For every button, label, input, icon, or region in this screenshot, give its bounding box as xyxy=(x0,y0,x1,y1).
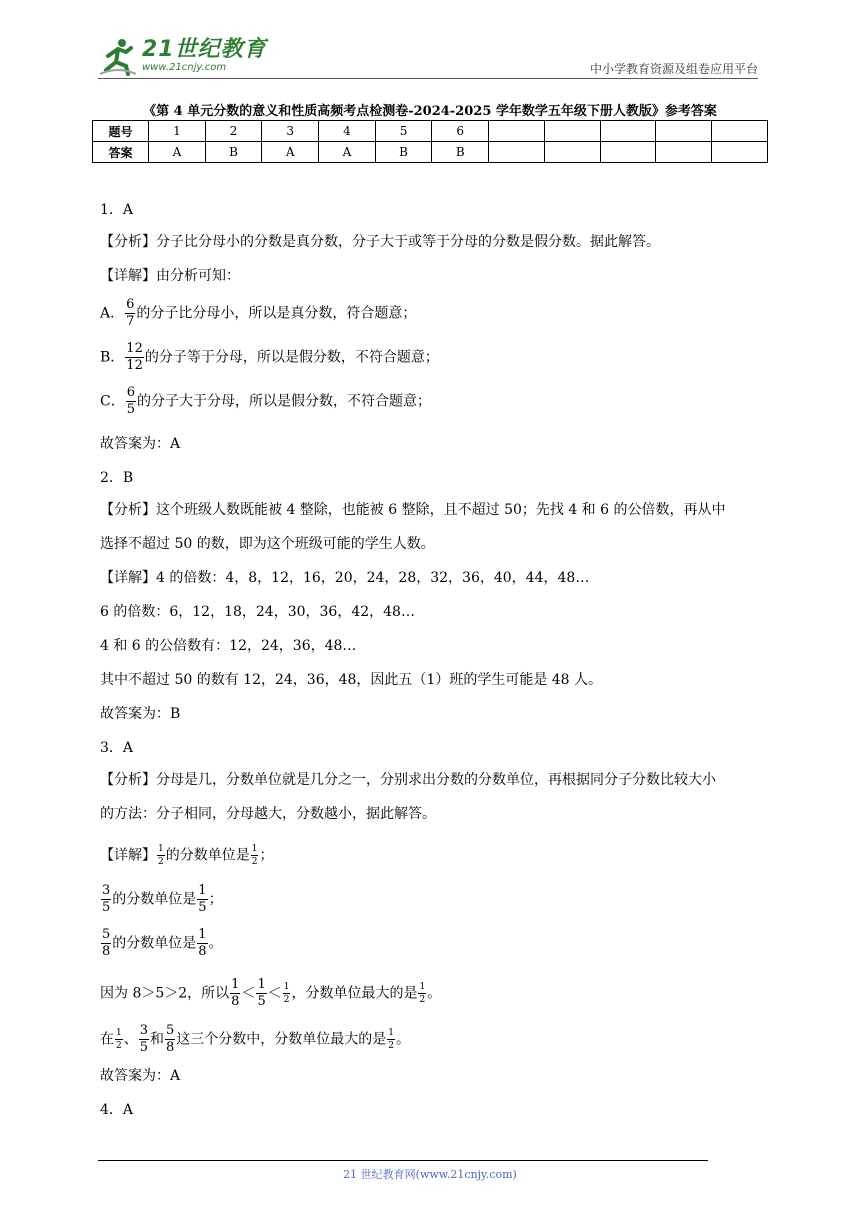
fraction: $\frac{3}{5}$ xyxy=(102,883,111,915)
table-cell xyxy=(544,142,600,163)
table-cell xyxy=(544,121,600,142)
q1-answer: 故答案为：A xyxy=(100,436,181,452)
option-text: 的分子大于分母，所以是假分数，不符合题意； xyxy=(137,393,431,410)
fraction: $\frac{5}{8}$ xyxy=(166,1023,175,1055)
table-cell: B xyxy=(375,142,432,163)
q3-analysis-1: 【分析】分母是几，分数单位就是几分之一，分别求出分数的分数单位，再根据同分子分数比较大小 xyxy=(100,772,716,788)
table-header-answer: 答案 xyxy=(93,142,149,163)
footer-divider xyxy=(98,1160,708,1161)
option-label: C． xyxy=(100,393,125,410)
answer-table xyxy=(92,120,768,163)
q2-analysis-2: 选择不超过 50 的数，即为这个班级可能的学生人数。 xyxy=(100,536,435,552)
table-cell: A xyxy=(319,142,376,163)
fraction: $\frac{6}{7}$ xyxy=(126,297,135,329)
q2-detail-2: 6 的倍数：6，12，18，24，30，36，42，48… xyxy=(100,604,415,620)
table-cell xyxy=(600,142,656,163)
q3-analysis-2: 的方法：分子相同，分母越大，分数越小，据此解答。 xyxy=(100,806,436,822)
q3-heading: 3．A xyxy=(100,740,134,756)
fraction: $\frac{1}{2}$ xyxy=(251,844,258,867)
page-header xyxy=(98,34,758,84)
table-cell: 4 xyxy=(319,121,376,142)
q3-answer: 故答案为：A xyxy=(100,1068,181,1084)
q2-detail-3: 4 和 6 的公倍数有：12，24，36，48… xyxy=(100,638,357,654)
table-cell xyxy=(489,142,545,163)
q1-option-b xyxy=(100,342,439,373)
table-cell: B xyxy=(205,142,262,163)
q1-option-c xyxy=(100,386,431,417)
q4-heading: 4．A xyxy=(100,1102,134,1118)
fraction: $\frac{1}{2}$ xyxy=(419,982,426,1005)
fraction: $\frac{1}{5}$ xyxy=(198,883,207,915)
option-label: B． xyxy=(100,349,125,366)
fraction: $\frac{1}{5}$ xyxy=(257,977,266,1009)
table-cell: 5 xyxy=(375,121,432,142)
fraction: $\frac{6}{5}$ xyxy=(126,385,135,417)
footer-link[interactable]: 21 世纪教育网(www.21cnjy.com) xyxy=(343,1168,517,1181)
table-row-answers xyxy=(93,142,768,163)
table-cell: 3 xyxy=(262,121,319,142)
table-cell: A xyxy=(262,142,319,163)
table-cell: A xyxy=(149,142,206,163)
table-cell: 2 xyxy=(205,121,262,142)
fraction: $\frac{1}{2}$ xyxy=(116,1028,122,1051)
q3-detail-3: $\frac{5}{8}$ 的分数单位是 $\frac{1}{8}$ 。 xyxy=(102,927,223,959)
option-label: A． xyxy=(100,305,125,322)
q1-option-a xyxy=(100,298,416,329)
q3-detail-5: 在 $\frac{1}{2}$ 、 $\frac{3}{5}$ 和 $\frac{5}{8}$ 这三个分数中，分数单位最大的是 $\frac{1}{2}$ 。 xyxy=(100,1023,411,1055)
table-cell xyxy=(656,142,712,163)
q2-answer: 故答案为：B xyxy=(100,706,181,722)
table-cell xyxy=(712,142,768,163)
document-title: 《第 4 单元分数的意义和性质高频考点检测卷-2024-2025 学年数学五年级下册人教版》参考答案 xyxy=(143,104,717,119)
fraction: $\frac{1}{2}$ xyxy=(388,1028,395,1051)
table-cell: 6 xyxy=(432,121,489,142)
fraction: $\frac{1}{8}$ xyxy=(231,977,240,1009)
fraction: $\frac{1}{2}$ xyxy=(283,982,290,1005)
table-cell xyxy=(656,121,712,142)
q3-detail-2: $\frac{3}{5}$ 的分数单位是 $\frac{1}{5}$ ； xyxy=(102,883,223,915)
fraction: $\frac{1}{2}$ xyxy=(158,844,164,867)
q2-analysis-1: 【分析】这个班级人数既能被 4 整除，也能被 6 整除，且不超过 50；先找 4 和 6 的公倍数，再从中 xyxy=(100,502,726,518)
q3-detail-1: 【详解】 $\frac{1}{2}$ 的分数单位是 $\frac{1}{2}$ ； xyxy=(100,844,274,867)
logo-title: 21世纪教育 xyxy=(142,37,267,62)
table-cell xyxy=(712,121,768,142)
logo-url: www.21cnjy.com xyxy=(142,62,227,73)
table-row-numbers xyxy=(93,121,768,142)
runner-logo-icon xyxy=(98,36,138,76)
q1-detail: 【详解】由分析可知： xyxy=(100,268,240,284)
table-header-number: 题号 xyxy=(93,121,149,142)
table-cell: 1 xyxy=(149,121,206,142)
q2-detail-4: 其中不超过 50 的数有 12，24，36，48，因此五（1）班的学生可能是 48 人。 xyxy=(100,672,603,688)
q2-detail-1: 【详解】4 的倍数：4，8，12，16，20，24，28，32，36，40，44，48… xyxy=(100,570,590,586)
table-cell xyxy=(489,121,545,142)
logo xyxy=(98,34,267,78)
q1-analysis: 【分析】分子比分母小的分数是真分数，分子大于或等于分母的分数是假分数。据此解答。 xyxy=(100,234,660,250)
fraction: $\frac{1}{8}$ xyxy=(198,927,207,959)
table-cell: B xyxy=(432,142,489,163)
header-divider xyxy=(98,78,758,79)
fraction: $\frac{5}{8}$ xyxy=(102,927,111,959)
fraction: $\frac{12}{12}$ xyxy=(126,341,143,373)
table-cell xyxy=(600,121,656,142)
option-text: 的分子等于分母，所以是假分数，不符合题意； xyxy=(144,349,439,366)
q2-heading: 2．B xyxy=(100,470,134,486)
q3-detail-4: 因为 8＞5＞2，所以 $\frac{1}{8}$ ＜ $\frac{1}{5}$ ＜ $\frac{1}{2}$ ，分数单位最大的是 $\frac{1}{2}$ 。 xyxy=(100,977,442,1009)
q1-heading: 1．A xyxy=(100,202,134,218)
fraction: $\frac{3}{5}$ xyxy=(139,1023,149,1055)
platform-label: 中小学教育资源及组卷应用平台 xyxy=(589,62,758,76)
option-text: 的分子比分母小，所以是真分数，符合题意； xyxy=(136,305,417,322)
